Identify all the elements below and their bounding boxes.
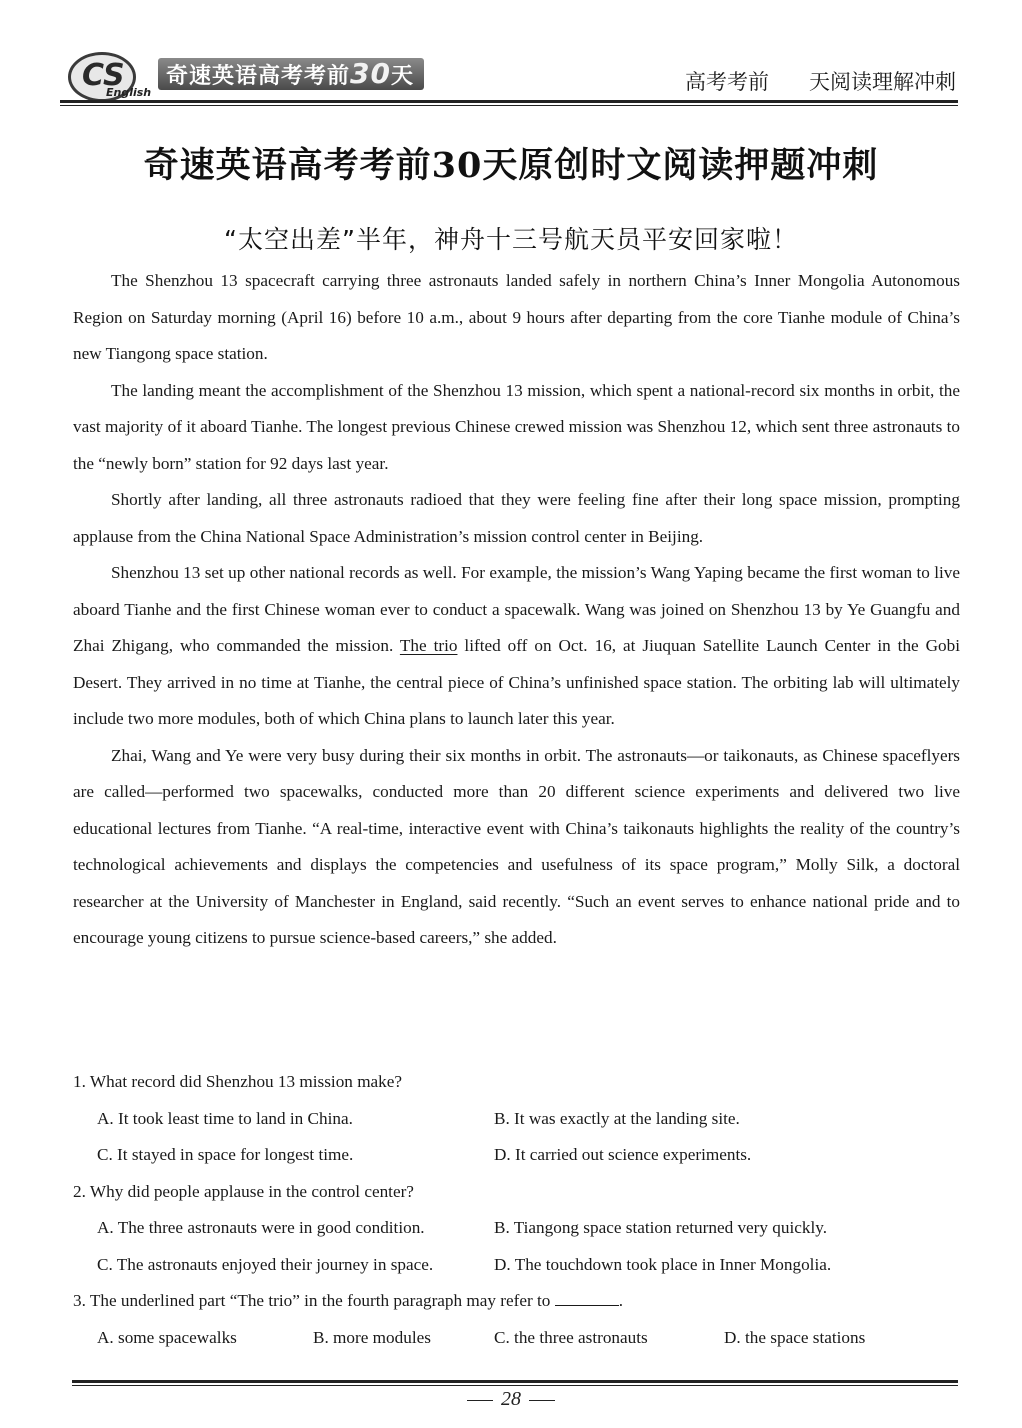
- article-body: [73, 263, 960, 957]
- page-number-value: 28: [501, 1388, 521, 1410]
- footer-rule-thick: [72, 1380, 958, 1383]
- footer-rule-thin: [72, 1385, 958, 1386]
- brand-banner-day: 天: [390, 64, 414, 89]
- brand-banner: [158, 58, 424, 90]
- question-3-options-row: [73, 1320, 960, 1357]
- paragraph-4-text-after: lifted off on Oct. 16, at Jiuquan Satellite Launch Center in the Gobi Desert. They arrived in no time at Tianhe, the central piece of China’s unfinished space station. The orbiting lab will ultimately include two more modules, both of which China plans to launch later this year.: [73, 636, 961, 728]
- brand-banner-text: 奇速英语高考考前: [166, 64, 351, 89]
- header-rule-thick: [60, 100, 958, 103]
- question-3-option-b: B. more modules: [313, 1327, 431, 1347]
- question-1-option-d: D. It carried out science experiments.: [494, 1145, 752, 1164]
- question-2-option-b: B. Tiangong space station returned very quickly.: [494, 1218, 828, 1237]
- question-3-stem-end: .: [618, 1291, 623, 1310]
- answer-blank: [555, 1289, 619, 1306]
- question-3-option-a: A. some spacewalks: [97, 1327, 237, 1347]
- brand-banner-number: 30: [350, 57, 391, 90]
- question-2-option-a: A. The three astronauts were in good condition.: [97, 1218, 425, 1237]
- header-rule-thin: [60, 105, 958, 106]
- question-1-options-row-1: [73, 1101, 960, 1138]
- article-paragraph-3: Shortly after landing, all three astronauts radioed that they were feeling fine after their long space mission, prompting applause from the China National Space Administration’s mission control center in Beijing.: [73, 490, 960, 546]
- paragraph-4-text-before: Shenzhou 13 set up other national records as well. For example, the mission’s Wang Yaping became the first woman to live aboard Tianhe and the first Chinese woman ever to conduct a spacewalk. Wang was joined on Shenzhou 13 by Ye Guangfu and Zhai Zhigang, who commanded the mission.: [73, 563, 960, 655]
- page-number-dash-right: [529, 1400, 555, 1401]
- header-label-exam: 高考考前: [685, 70, 769, 94]
- page-header: [60, 50, 960, 106]
- header-label-sprint: 天阅读理解冲刺: [809, 70, 956, 94]
- article-paragraph-5: Zhai, Wang and Ye were very busy during their six months in orbit. The astronauts—or taikonauts, as Chinese spaceflyers are called—performed two spacewalks, conducted more than 20 different science experiments and delivered two live educational lectures from Tianhe. “A real-time, interactive event with China’s taikonauts highlights the reality of the country’s technological achievements and displays the competencies and usefulness of its space program,” Molly Silk, a doctoral researcher at the University of Manchester in England, said recently. “Such an event serves to enhance national pride and to encourage young citizens to pursue science-based careers,” she added.: [73, 745, 960, 947]
- header-labels: [685, 66, 956, 96]
- question-1-option-a: A. It took least time to land in China.: [97, 1108, 353, 1128]
- question-2-option-d: D. The touchdown took place in Inner Mongolia.: [494, 1254, 832, 1274]
- underlined-phrase: The trio: [399, 636, 458, 655]
- brand-logo-text: CS: [82, 58, 125, 93]
- question-1-options-row-2: [73, 1137, 960, 1174]
- article-paragraph-2: The landing meant the accomplishment of the Shenzhou 13 mission, which spent a national-record six months in orbit, the vast majority of it aboard Tianhe. The longest previous Chinese crewed mission was Shenzhou 12, which sent three astronauts to the “newly born” station for 92 days last year.: [73, 380, 960, 473]
- question-2-options-row-2: [73, 1247, 960, 1284]
- question-3-stem-text: 3. The underlined part “The trio” in the fourth paragraph may refer to: [73, 1291, 551, 1310]
- question-1-option-c: C. It stayed in space for longest time.: [97, 1145, 354, 1164]
- question-3-option-c: C. the three astronauts: [494, 1327, 648, 1347]
- article-paragraph-1: The Shenzhou 13 spacecraft carrying three astronauts landed safely in northern China’s Inner Mongolia Autonomous Region on Saturday morning (April 16) before 10 a.m., about 9 hours after departing from the core Tianhe module of China’s new Tiangong space station.: [73, 271, 960, 363]
- article-subtitle: “太空出差”半年，神舟十三号航天员平安回家啦！: [224, 225, 798, 254]
- page-title: 奇速英语高考考前30天原创时文阅读押题冲刺: [143, 145, 879, 186]
- page-number-dash-left: [467, 1400, 493, 1401]
- question-2-options-row-1: [73, 1210, 960, 1247]
- question-1-stem: 1. What record did Shenzhou 13 mission make?: [73, 1072, 403, 1091]
- question-3-stem: [73, 1283, 960, 1320]
- question-3-option-d: D. the space stations: [724, 1327, 866, 1347]
- question-2-option-c: C. The astronauts enjoyed their journey in space.: [97, 1254, 434, 1274]
- article-paragraph-4: [73, 555, 960, 738]
- question-2-stem: 2. Why did people applause in the control center?: [73, 1181, 414, 1201]
- question-list: [73, 1064, 960, 1356]
- brand-logo-subtext: English: [106, 86, 152, 99]
- question-1-option-b: B. It was exactly at the landing site.: [494, 1108, 740, 1128]
- page-number: [0, 1388, 1022, 1411]
